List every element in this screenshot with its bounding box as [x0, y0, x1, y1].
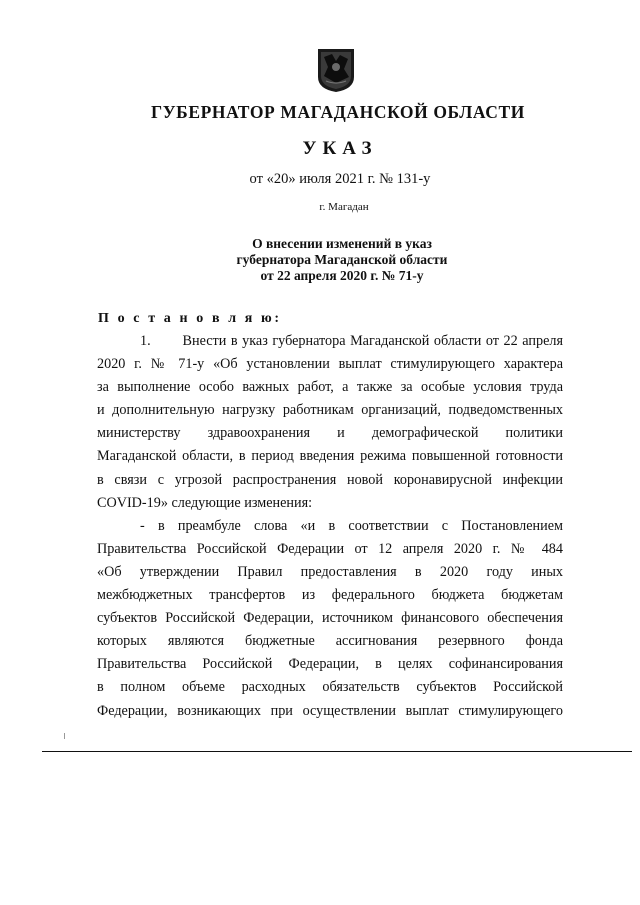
body-line: в полном объеме расходных обязательств субъектов Российской	[97, 679, 563, 696]
body-line: - в преамбуле слова «и в соответствии с Постановлением	[140, 517, 563, 534]
coat-of-arms-icon	[316, 47, 356, 93]
margin-mark	[64, 733, 65, 739]
body-line: в связи с угрозой распространения новой коронавирусной инфекции	[97, 471, 563, 488]
subject-line: О внесении изменений в указ	[252, 236, 432, 251]
body-line: и дополнительную нагрузку работникам организаций, подведомственных	[97, 402, 563, 419]
document-place: г. Магадан	[319, 201, 369, 213]
body-line: Магаданской области, в период введения режима повышенной готовности	[97, 448, 563, 465]
decree-word: П о с т а н о в л я ю:	[98, 311, 282, 326]
body-line: которых являются бюджетные ассигнования резервного фонда	[97, 633, 563, 650]
body-line: COVID-19» следующие изменения:	[97, 494, 313, 511]
body-line: за выполнение особо важных работ, а также за особые условия труда	[97, 379, 563, 396]
document-type: УКАЗ	[302, 138, 378, 159]
body-line: Правительства Российской Федерации от 12 апреля 2020 г. № 484	[97, 540, 563, 557]
body-line: «Об утверждении Правил предоставления в 2020 году иных	[97, 563, 563, 580]
body-line: Федерации, возникающих при осуществлении выплат стимулирующего	[97, 702, 563, 719]
document-subject	[22, 236, 640, 284]
body-line: субъектов Российской Федерации, источником финансового обеспечения	[97, 610, 563, 627]
body-line: Правительства Российской Федерации, в целях софинансирования	[97, 656, 563, 673]
body-line: 1. Внести в указ губернатора Магаданской области от 22 апреля	[140, 333, 563, 349]
body-line: 2020 г. № 71-у «Об установлении выплат стимулирующего характера	[97, 356, 563, 373]
subject-line: от 22 апреля 2020 г. № 71-у	[260, 268, 424, 283]
body-line: министерству здравоохранения и демографической политики	[97, 425, 563, 442]
document-date-number: от «20» июля 2021 г. № 131-у	[249, 171, 431, 187]
page-bottom-rule	[42, 751, 632, 752]
issuer-title: ГУБЕРНАТОР МАГАДАНСКОЙ ОБЛАСТИ	[150, 102, 525, 122]
body-text	[97, 330, 563, 723]
subject-line: губернатора Магаданской области	[236, 252, 448, 267]
body-line: межбюджетных трансфертов из федерального бюджета бюджетам	[97, 587, 563, 604]
